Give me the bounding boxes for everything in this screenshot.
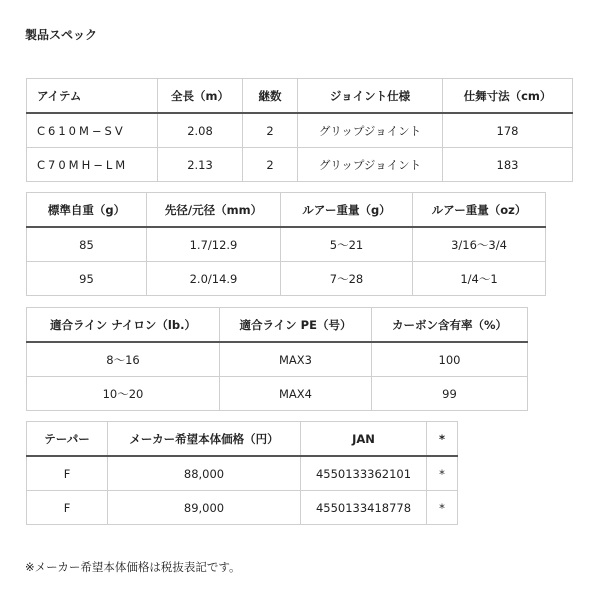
table-cell: 8〜16 (27, 342, 220, 377)
table-row (27, 456, 458, 491)
table-cell: F (27, 456, 108, 491)
table-cell: 89,000 (108, 491, 301, 525)
price-footnote: ※メーカー希望本体価格は税抜表記です。 (25, 560, 241, 574)
table-cell: グリップジョイント (298, 148, 443, 182)
table-cell: MAX4 (220, 377, 372, 411)
column-header: 仕舞寸法（cm） (443, 79, 573, 114)
column-header: メーカー希望本体価格（円） (108, 422, 301, 457)
spec-table-line (26, 307, 528, 411)
table-row (27, 491, 458, 525)
column-header: 標準自重（g） (27, 193, 147, 228)
table-row (27, 148, 573, 182)
table-cell: F (27, 491, 108, 525)
column-header: 継数 (243, 79, 298, 114)
table-cell: 95 (27, 262, 147, 296)
table-cell: グリップジョイント (298, 113, 443, 148)
table-cell: 2.08 (158, 113, 243, 148)
table-header-row (27, 422, 458, 457)
table-cell: C70MH−LM (27, 148, 158, 182)
table-row (27, 227, 546, 262)
table-cell: 3/16〜3/4 (413, 227, 546, 262)
column-header: 先径/元径（mm） (147, 193, 281, 228)
table-cell: 100 (372, 342, 528, 377)
table-cell: MAX3 (220, 342, 372, 377)
table-row (27, 377, 528, 411)
table-cell: 1/4〜1 (413, 262, 546, 296)
table-cell: 178 (443, 113, 573, 148)
table-header-row (27, 308, 528, 343)
table-cell: 85 (27, 227, 147, 262)
table-header-row (27, 193, 546, 228)
table-header-row (27, 79, 573, 114)
spec-table-price (26, 421, 458, 525)
column-header: カーボン含有率（%） (372, 308, 528, 343)
table-row (27, 113, 573, 148)
table-cell: 2.13 (158, 148, 243, 182)
column-header: アイテム (27, 79, 158, 114)
table-cell: 2.0/14.9 (147, 262, 281, 296)
table-cell: 99 (372, 377, 528, 411)
column-header: JAN (301, 422, 427, 457)
page-title: 製品スペック (25, 28, 98, 42)
column-header: テーパー (27, 422, 108, 457)
table-cell: 7〜28 (281, 262, 413, 296)
table-cell: 2 (243, 113, 298, 148)
table-cell: 4550133362101 (301, 456, 427, 491)
table-cell: C610M−SV (27, 113, 158, 148)
column-header: ジョイント仕様 (298, 79, 443, 114)
column-header: ルアー重量（oz） (413, 193, 546, 228)
column-header: ルアー重量（g） (281, 193, 413, 228)
table-cell: 2 (243, 148, 298, 182)
table-cell: 1.7/12.9 (147, 227, 281, 262)
column-header: 適合ライン PE（号） (220, 308, 372, 343)
spec-table-item (26, 78, 573, 182)
table-row (27, 342, 528, 377)
table-cell: 88,000 (108, 456, 301, 491)
column-header: * (427, 422, 458, 457)
table-cell: 10〜20 (27, 377, 220, 411)
table-row (27, 262, 546, 296)
column-header: 適合ライン ナイロン（lb.） (27, 308, 220, 343)
table-cell: 5〜21 (281, 227, 413, 262)
table-cell: * (427, 456, 458, 491)
column-header: 全長（m） (158, 79, 243, 114)
table-cell: 4550133418778 (301, 491, 427, 525)
table-cell: * (427, 491, 458, 525)
table-cell: 183 (443, 148, 573, 182)
spec-table-weight (26, 192, 546, 296)
